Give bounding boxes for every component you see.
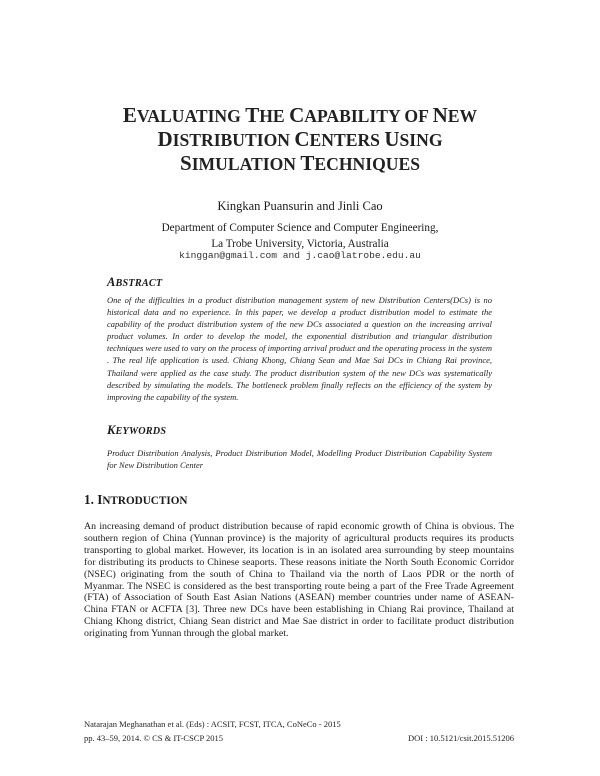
title-word: IMULATION	[191, 154, 301, 174]
author-emails: kinggan@gmail.com and j.cao@latrobe.edu.au	[179, 250, 421, 261]
affiliation	[60, 221, 540, 252]
abstract-text: One of the difficulties in a product distribution management system of new Distribution Centers(DCs) is no historical data and no experience. In this paper, we develop a product distribution model to estimate the capability of the product distribution system of the new DCs associated a question on the increasing arrival product volumes. In order to develop the model, the exponential distribution and triangular distribution techniques were used to vary on the process of importing arrival product and the operating process in the system . The real life application is used. Chiang Khong, Chiang Sean and Mae Sai DCs in Chiang Rai province, Thailand were applied as the case study. The product distribution system of the new DCs was systematically described by simulating the models. The bottleneck problem finally reflects on the efficiency of the system by improving the capability of the system.	[107, 295, 492, 402]
heading-rest: EYWORDS	[115, 426, 167, 437]
title-word: T	[245, 103, 260, 127]
keywords-text: Product Distribution Analysis, Product Distribution Model, Modelling Product Distribution Capability System for New Distribution Center	[107, 448, 492, 471]
abstract-heading	[107, 275, 162, 290]
title-word: D	[157, 127, 173, 151]
title-word: ISTRIBUTION	[172, 130, 295, 150]
heading-rest: BSTRACT	[115, 278, 163, 289]
paper-title	[60, 104, 540, 176]
introduction-text: An increasing demand of product distribution because of rapid economic growth of China is obvious. The southern region of China (Yunnan province) is the majority of agricultural products requires its products transporting to global market. However, its location is in an isolated area surrounding by steep mountains for distributing its products to Chinese seaports. These reasons initiate the North South Economic Corridor (NSEC) originating from the south of China to Thailand via the north of Laos PDR or the north of Myanmar. The NSEC is considered as the best transporting route being a part of the Free Trade Agreement (FTA) of Association of South East Asian Nations (ASEAN) member countries under name of ASEAN-China FTAN or ACFTA [3]. Three new DCs have been establishing in Chiang Rai province, Thailand at Chiang Khong district, Chiang Sean district and Mae Sae district in order to facilitate product distribution originating from Yunnan through the global market.	[84, 521, 514, 640]
title-word: ENTERS	[309, 130, 385, 150]
title-line-2	[60, 128, 540, 152]
title-line-1	[60, 104, 540, 128]
title-word: U	[384, 127, 400, 151]
heading-cap: I	[97, 492, 103, 507]
affiliation-department: Department of Computer Science and Computer Engineering,	[161, 222, 439, 234]
title-word: ECHNIQUES	[314, 154, 420, 174]
footer-proceedings: Natarajan Meghanathan et al. (Eds) : ACSIT, FCST, ITCA, CoNeCo - 2015	[84, 719, 341, 729]
heading-cap: A	[107, 275, 116, 289]
footer-pages: pp. 43–59, 2014. © CS & IT-CSCP 2015	[84, 733, 224, 743]
section-number: 1.	[84, 492, 98, 507]
affiliation-university: La Trobe University, Victoria, Australia	[211, 237, 389, 250]
title-word: VALUATING	[136, 106, 246, 126]
title-word: EW	[447, 106, 478, 126]
title-word: N	[432, 103, 448, 127]
heading-rest: NTRODUCTION	[102, 495, 188, 507]
heading-cap: K	[107, 423, 116, 437]
title-word: S	[180, 151, 192, 175]
title-word: SING	[399, 130, 443, 150]
title-word: E	[122, 103, 137, 127]
title-word: C	[294, 127, 310, 151]
title-word: HE	[259, 106, 290, 126]
footer-doi: DOI : 10.5121/csit.2015.51206	[407, 733, 514, 743]
introduction-heading	[84, 492, 188, 508]
title-word: C	[289, 103, 305, 127]
title-word: T	[300, 151, 315, 175]
keywords-heading	[107, 423, 166, 438]
title-word: APABILITY OF	[304, 106, 433, 126]
authors: Kingkan Puansurin and Jinli Cao	[217, 199, 383, 213]
title-line-3	[60, 152, 540, 176]
